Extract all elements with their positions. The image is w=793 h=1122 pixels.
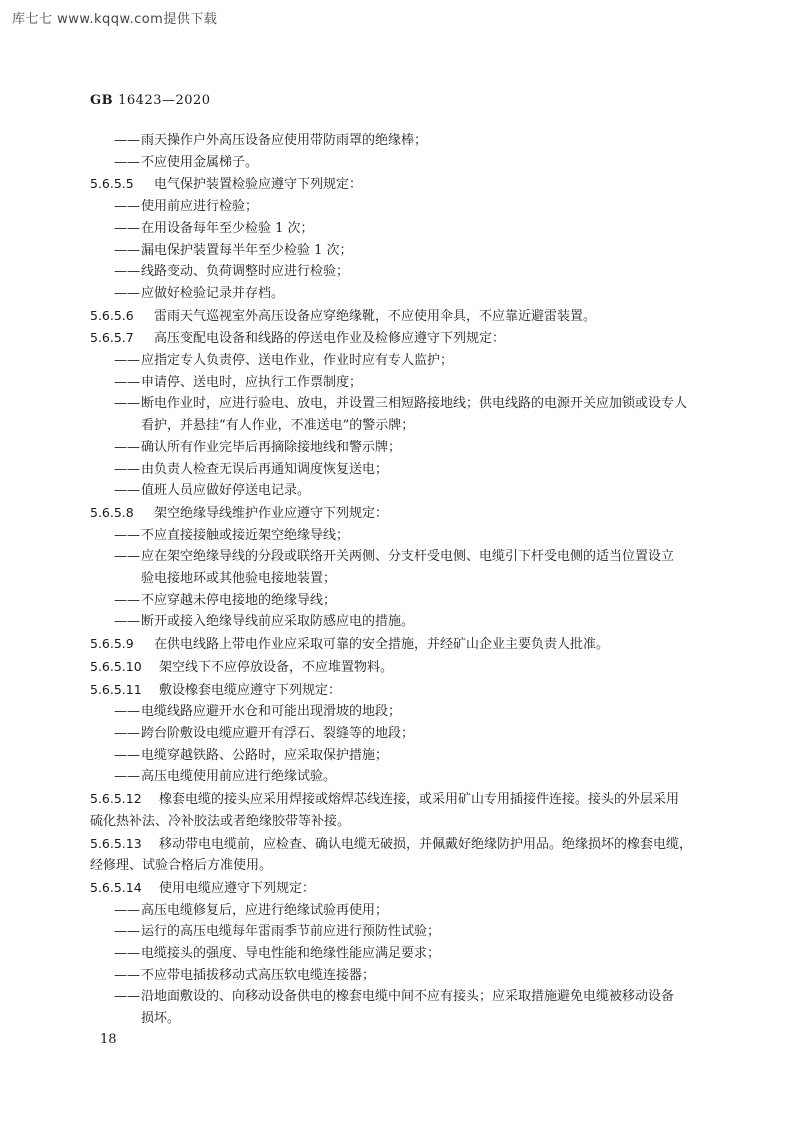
list-item	[90, 766, 710, 788]
dash-marker: ——	[114, 353, 140, 369]
dash-marker: ——	[114, 154, 140, 170]
clause-text: 使用电缆应遵守下列规定：	[159, 880, 316, 896]
list-item-text: 应做好检验记录并存档。	[141, 285, 285, 301]
dash-marker: ——	[114, 133, 140, 148]
list-item	[90, 283, 710, 305]
list-item	[90, 437, 710, 459]
list-item	[90, 921, 710, 943]
list-item-text: 雨天操作户外高压设备应使用带防雨罩的绝缘棒；	[141, 133, 428, 148]
dash-marker: ——	[114, 592, 140, 608]
dash-marker: ——	[114, 946, 140, 962]
list-item-text: 使用前应进行检验；	[141, 199, 259, 215]
dash-marker: ——	[114, 396, 140, 412]
list-item-continuation: 验电接地环或其他验电接地装置；	[141, 571, 337, 587]
clause-text: 橡套电缆的接头应采用焊接或熔焊芯线连接，或采用矿山专用插接件连接。接头的外层采用	[159, 792, 680, 808]
clause	[90, 656, 710, 679]
list-item	[90, 218, 710, 240]
dash-marker: ——	[114, 989, 140, 1005]
list-item-text: 断开或接入绝缘导线前应采取防感应电的措施。	[141, 614, 415, 630]
list-item-text: 漏电保护装置每半年至少检验 1 次；	[141, 242, 353, 258]
dash-marker: ——	[114, 527, 140, 543]
list-item	[90, 900, 710, 922]
dash-marker: ——	[114, 549, 140, 565]
dash-marker: ——	[114, 242, 140, 258]
clause	[90, 173, 710, 196]
list-item	[90, 393, 710, 415]
dash-marker: ——	[114, 614, 140, 630]
list-item-text: 高压电缆使用前应进行绝缘试验。	[141, 769, 337, 785]
dash-marker: ——	[114, 924, 140, 940]
clause-number: 5.6.5.6	[90, 307, 134, 323]
list-item-text: 应指定专人负责停、送电作业，作业时应有专人监护；	[141, 353, 454, 369]
clause	[90, 788, 710, 811]
list-item-text: 电缆线路应避开水仓和可能出现滑坡的地段；	[141, 704, 402, 720]
clause-text: 移动带电电缆前，应检查、确认电缆无破损，并佩戴好绝缘防护用品。绝缘损坏的橡套电缆，	[159, 836, 693, 852]
list-item-text: 断电作业时，应进行验电、放电，并设置三相短路接地线；供电线路的电源开关应加锁或设专人	[141, 396, 688, 412]
list-item-text: 线路变动、负荷调整时应进行检验；	[141, 264, 350, 280]
clause-number: 5.6.5.5	[90, 176, 134, 192]
dash-marker: ——	[114, 747, 140, 763]
clause	[90, 679, 710, 702]
list-item-text: 电缆穿越铁路、公路时，应采取保护措施；	[141, 747, 389, 763]
list-item-text: 在用设备每年至少检验 1 次；	[141, 220, 314, 236]
dash-marker: ——	[114, 199, 140, 215]
clause-text: 高压变配电设备和线路的停送电作业及检修应遵守下列规定：	[154, 331, 506, 347]
list-item-text: 高压电缆修复后，应进行绝缘试验再使用；	[141, 902, 389, 918]
clause-continuation: 经修理、试验合格后方准使用。	[90, 858, 273, 874]
clause	[90, 502, 710, 525]
document-body	[90, 130, 710, 1030]
dash-marker: ——	[114, 461, 140, 477]
clause-text: 架空线下不应停放设备，不应堆置物料。	[159, 659, 394, 675]
list-item-text: 跨台阶敷设电缆应避开有浮石、裂缝等的地段；	[141, 725, 415, 741]
list-item-text: 不应直接接触或接近架空绝缘导线；	[141, 527, 350, 543]
list-item-text: 运行的高压电缆每年雷雨季节前应进行预防性试验；	[141, 924, 441, 940]
list-item-continuation: 损坏。	[141, 1011, 181, 1027]
dash-marker: ——	[114, 374, 140, 390]
clause-number: 5.6.5.12	[90, 791, 142, 807]
dash-marker: ——	[114, 704, 140, 720]
list-item-text: 由负责人检查无误后再通知调度恢复送电；	[141, 461, 389, 477]
list-item	[90, 965, 710, 987]
dash-marker: ——	[114, 264, 140, 280]
list-item	[90, 480, 710, 502]
list-item-text: 电缆接头的强度、导电性能和绝缘性能应满足要求；	[141, 946, 441, 962]
clause-text: 在供电线路上带电作业应采取可靠的安全措施，并经矿山企业主要负责人批准。	[154, 637, 610, 653]
list-item-text: 沿地面敷设的、向移动设备供电的橡套电缆中间不应有接头；应采取措施避免电缆被移动设备	[141, 989, 675, 1005]
clause	[90, 633, 710, 656]
standard-prefix: GB	[90, 93, 114, 108]
clause-number: 5.6.5.10	[90, 658, 142, 674]
clause	[90, 833, 710, 856]
clause-text: 雷雨天气巡视室外高压设备应穿绝缘靴，不应使用伞具，不应靠近避雷装置。	[154, 308, 597, 324]
standard-header	[90, 93, 211, 108]
list-item-text: 应在架空绝缘导线的分段或联络开关两侧、分支杆受电侧、电缆引下杆受电侧的适当位置设立	[141, 549, 675, 565]
clause	[90, 305, 710, 328]
clause-number: 5.6.5.9	[90, 636, 134, 652]
list-item	[90, 240, 710, 262]
list-item-text: 不应穿越未停电接地的绝缘导线；	[141, 592, 337, 608]
list-item-text: 值班人员应做好停送电记录。	[141, 483, 311, 499]
list-item	[90, 130, 710, 152]
list-item-text: 申请停、送电时，应执行工作票制度；	[141, 374, 363, 390]
list-item-continuation: 看护，并悬挂“有人作业，不准送电”的警示牌；	[141, 418, 415, 434]
list-item	[90, 261, 710, 283]
list-item	[90, 986, 710, 1008]
list-item	[90, 723, 710, 745]
list-item	[90, 459, 710, 481]
clause	[90, 877, 710, 900]
clause-number: 5.6.5.11	[90, 681, 142, 697]
dash-marker: ——	[114, 439, 140, 455]
list-item	[90, 350, 710, 372]
clause-number: 5.6.5.7	[90, 330, 134, 346]
clause-text: 架空绝缘导线维护作业应遵守下列规定：	[154, 505, 389, 521]
list-item	[90, 546, 710, 568]
list-item-text: 不应使用金属梯子。	[141, 154, 259, 170]
list-item	[90, 372, 710, 394]
watermark-text: 库七七 www.kqqw.com提供下载	[12, 12, 218, 27]
dash-marker: ——	[114, 725, 140, 741]
clause-text: 电气保护装置检验应遵守下列规定：	[154, 177, 363, 193]
dash-marker: ——	[114, 220, 140, 236]
list-item	[90, 943, 710, 965]
page-number: 18	[100, 1032, 117, 1047]
clause-number: 5.6.5.8	[90, 504, 134, 520]
dash-marker: ——	[114, 967, 140, 983]
clause-number: 5.6.5.13	[90, 835, 142, 851]
standard-number: 16423—2020	[118, 93, 211, 108]
clause	[90, 327, 710, 350]
list-item	[90, 525, 710, 547]
clause-text: 敷设橡套电缆应遵守下列规定：	[159, 682, 342, 698]
list-item	[90, 590, 710, 612]
list-item-text: 不应带电插拔移动式高压软电缆连接器；	[141, 967, 376, 983]
dash-marker: ——	[114, 285, 140, 301]
clause-number: 5.6.5.14	[90, 879, 142, 895]
dash-marker: ——	[114, 769, 140, 785]
clause-continuation: 硫化热补法、冷补胶法或者绝缘胶带等补接。	[90, 813, 351, 829]
list-item	[90, 152, 710, 174]
dash-marker: ——	[114, 483, 140, 499]
list-item	[90, 745, 710, 767]
list-item-text: 确认所有作业完毕后再摘除接地线和警示牌；	[141, 439, 402, 455]
list-item	[90, 611, 710, 633]
dash-marker: ——	[114, 902, 140, 918]
list-item	[90, 196, 710, 218]
list-item	[90, 701, 710, 723]
